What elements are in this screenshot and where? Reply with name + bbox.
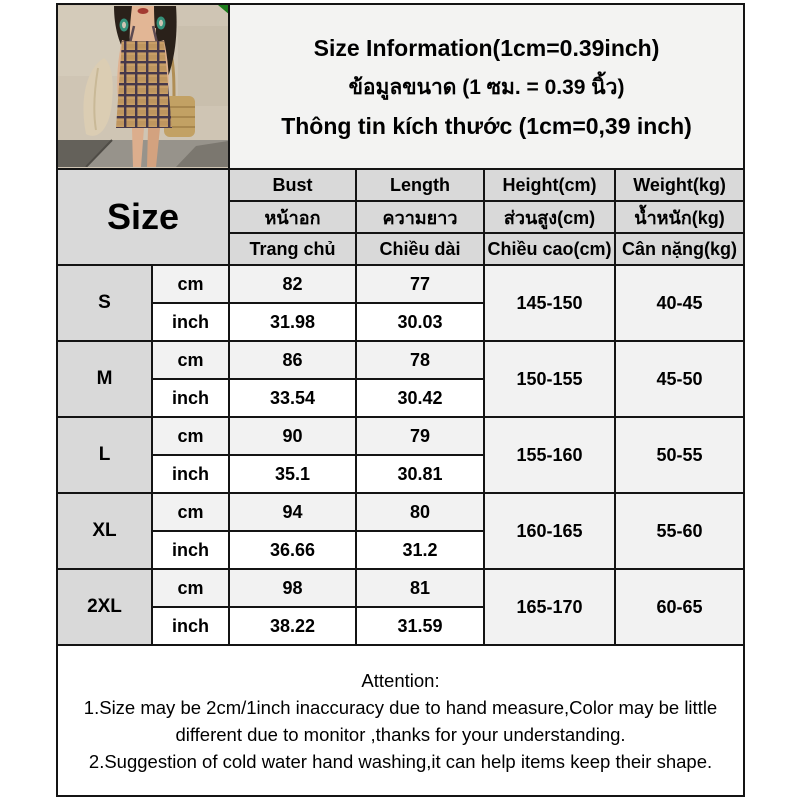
row-s-cm [57,265,744,303]
xl-bust-inch: 36.66 [229,531,356,569]
photo-title-row [57,4,744,169]
size-l: L [57,417,152,493]
header-length-th: ความยาว [356,201,484,233]
row-l-cm [57,417,744,455]
attention-note [57,645,744,796]
2xl-length-cm: 81 [356,569,484,607]
size-2xl: 2XL [57,569,152,645]
header-weight-vi: Cân nặng(kg) [615,233,744,265]
earring-right-hole [159,20,163,26]
unit-inch-label: inch [152,455,229,493]
row-xl-cm [57,493,744,531]
size-chart-table [56,3,745,797]
xl-bust-cm: 94 [229,493,356,531]
xl-length-inch: 31.2 [356,531,484,569]
unit-inch-label: inch [152,531,229,569]
s-weight-range: 40-45 [615,265,744,341]
l-length-cm: 79 [356,417,484,455]
unit-cm-label: cm [152,569,229,607]
header-length-en: Length [356,169,484,201]
attention-title: Attention: [361,669,440,691]
green-corner-marker-icon [218,5,229,15]
m-height-range: 150-155 [484,341,615,417]
unit-inch-label: inch [152,379,229,417]
header-height-vi: Chiều cao(cm) [484,233,615,265]
header-length-vi: Chiều dài [356,233,484,265]
title-block [229,4,744,169]
s-bust-cm: 82 [229,265,356,303]
header-weight-th: น้ำหนัก(kg) [615,201,744,233]
header-height-en: Height(cm) [484,169,615,201]
attention-row [57,645,744,796]
xl-weight-range: 55-60 [615,493,744,569]
l-weight-range: 50-55 [615,417,744,493]
header-bust-vi: Trang chủ [229,233,356,265]
title-english: Size Information(1cm=0.39inch) [313,35,660,61]
m-length-cm: 78 [356,341,484,379]
l-length-inch: 30.81 [356,455,484,493]
2xl-bust-inch: 38.22 [229,607,356,645]
l-bust-cm: 90 [229,417,356,455]
row-2xl-cm [57,569,744,607]
plaid-dress [116,41,172,128]
l-bust-inch: 35.1 [229,455,356,493]
title-vietnamese: Thông tin kích thước (1cm=0,39 inch) [281,113,692,139]
wall-shadow [178,26,228,106]
size-xl: XL [57,493,152,569]
m-weight-range: 45-50 [615,341,744,417]
s-length-cm: 77 [356,265,484,303]
m-length-inch: 30.42 [356,379,484,417]
unit-cm-label: cm [152,417,229,455]
header-height-th: ส่วนสูง(cm) [484,201,615,233]
model-photo-illustration [58,6,228,167]
xl-length-cm: 80 [356,493,484,531]
size-s: S [57,265,152,341]
size-m: M [57,341,152,417]
attention-line-2: 2.Suggestion of cold water hand washing,it can help items keep their shape. [88,750,713,772]
xl-height-range: 160-165 [484,493,615,569]
s-bust-inch: 31.98 [229,303,356,341]
unit-cm-label: cm [152,265,229,303]
earring-left-hole [122,22,126,28]
header-weight-en: Weight(kg) [615,169,744,201]
product-photo [57,4,229,169]
lips [138,8,149,14]
s-height-range: 145-150 [484,265,615,341]
size-chart-sheet [56,3,743,797]
2xl-bust-cm: 98 [229,569,356,607]
attention-line-1: 1.Size may be 2cm/1inch inaccuracy due to hand measure,Color may be little different due to monitor ,thanks for your understanding. [83,696,718,745]
m-bust-cm: 86 [229,341,356,379]
2xl-length-inch: 31.59 [356,607,484,645]
unit-inch-label: inch [152,607,229,645]
2xl-weight-range: 60-65 [615,569,744,645]
unit-cm-label: cm [152,493,229,531]
unit-cm-label: cm [152,341,229,379]
size-header: Size [57,169,229,265]
row-m-cm [57,341,744,379]
title-thai: ข้อมูลขนาด (1 ซม. = 0.39 นิ้ว) [348,76,625,99]
unit-inch-label: inch [152,303,229,341]
m-bust-inch: 33.54 [229,379,356,417]
l-height-range: 155-160 [484,417,615,493]
header-row-en [57,169,744,201]
2xl-height-range: 165-170 [484,569,615,645]
header-bust-th: หน้าอก [229,201,356,233]
s-length-inch: 30.03 [356,303,484,341]
header-bust-en: Bust [229,169,356,201]
